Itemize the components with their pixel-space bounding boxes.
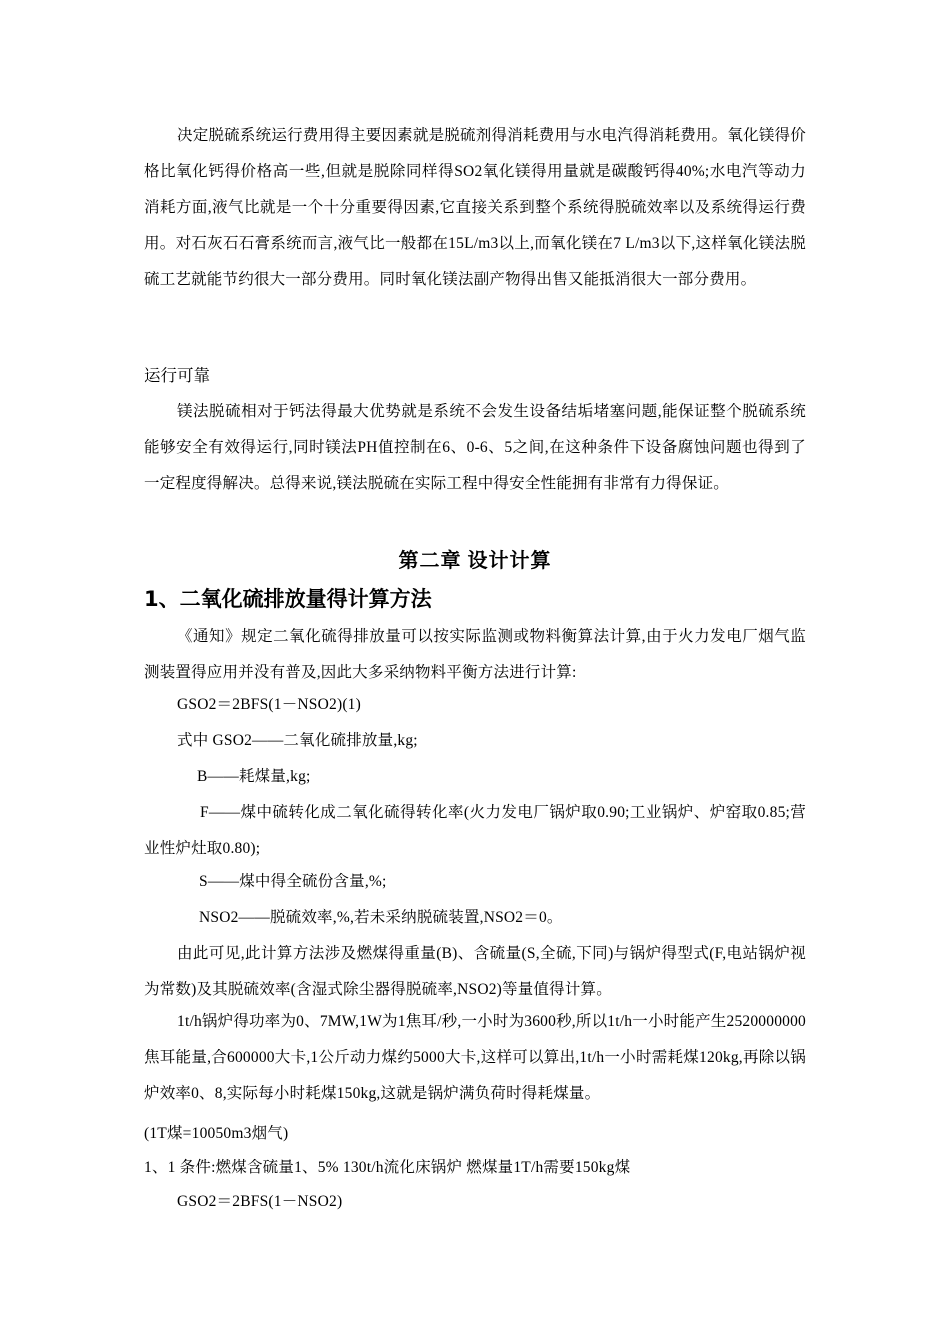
paragraph-reliability: 镁法脱硫相对于钙法得最大优势就是系统不会发生设备结垢堵塞问题,能保证整个脱硫系统能够安全有效得运行,同时镁法PH值控制在6、0-6、5之间,在这种条件下设备腐蚀问题也得到了一定程度得解决。总得来说,镁法脱硫在实际工程中得安全性能拥有非常有力得保证。 (144, 403, 806, 492)
paragraph-boiler-power: 1t/h锅炉得功率为0、7MW,1W为1焦耳/秒,一小时为3600秒,所以1t/h一小时能产生2520000000焦耳能量,合600000大卡,1公斤动力煤约5000大卡,这样可以算出,1t/h一小时需耗煤120kg,再除以锅炉效率0、8,实际每小时耗煤150kg,这就是锅炉满负荷时得耗煤量。 (144, 1013, 806, 1102)
chapter-title: 第二章 设计计算 (398, 550, 552, 572)
formula-2: GSO2＝2BFS(1－NSO2) (177, 1193, 343, 1210)
paragraph-thus: 由此可见,此计算方法涉及燃煤得重量(B)、含硫量(S,全硫,下同)与锅炉得型式(F,电站锅炉视为常数)及其脱硫效率(含湿式除尘器得脱硫率,NSO2)等量值得计算。 (144, 945, 806, 998)
section-label-reliable: 运行可靠 (144, 366, 210, 385)
definition-f: F——煤中硫转化成二氧化硫得转化率(火力发电厂锅炉取0.90;工业锅炉、炉窑取0.85;营业性炉灶取0.80); (144, 804, 806, 857)
condition-line: 1、1 条件:燃煤含硫量1、5% 130t/h流化床锅炉 燃煤量1T/h需要150kg煤 (144, 1159, 631, 1176)
section-heading-so2-calculation: 1、二氧化硫排放量得计算方法 (144, 587, 432, 611)
formula-1: GSO2＝2BFS(1－NSO2)(1) (177, 696, 361, 713)
paragraph-notice: 《通知》规定二氧化硫得排放量可以按实际监测或物料衡算法计算,由于火力发电厂烟气监测装置得应用并没有普及,因此大多采纳物料平衡方法进行计算: (144, 628, 806, 681)
definition-s: S——煤中得全硫份含量,%; (199, 873, 387, 890)
definition-b: B——耗煤量,kg; (197, 768, 311, 785)
definition-gso2: 式中 GSO2——二氧化硫排放量,kg; (177, 732, 418, 749)
coal-flue-gas-note: (1T煤=10050m3烟气) (144, 1125, 289, 1142)
definition-nso2: NSO2——脱硫效率,%,若未采纳脱硫装置,NSO2＝0。 (199, 909, 563, 926)
paragraph-operating-cost: 决定脱硫系统运行费用得主要因素就是脱硫剂得消耗费用与水电汽得消耗费用。氧化镁得价格比氧化钙得价格高一些,但就是脱除同样得SO2氧化镁得用量就是碳酸钙得40%;水电汽等动力消耗方面,液气比就是一个十分重要得因素,它直接关系到整个系统得脱硫效率以及系统得运行费用。对石灰石石膏系统而言,液气比一般都在15L/m3以上,而氧化镁在7 L/m3以下,这样氧化镁法脱硫工艺就能节约很大一部分费用。同时氧化镁法副产物得出售又能抵消很大一部分费用。 (144, 127, 806, 288)
